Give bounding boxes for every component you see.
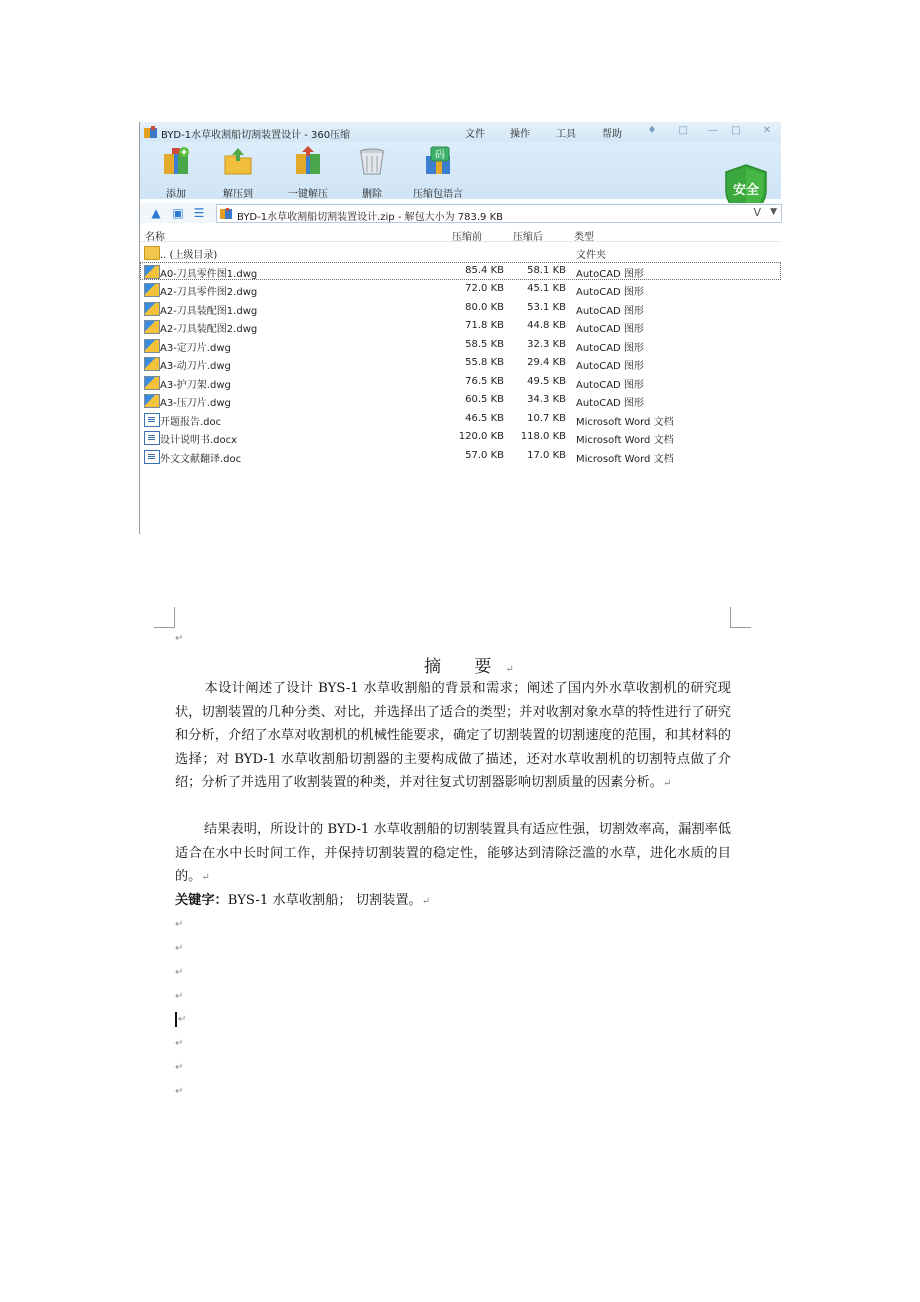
paragraph-mark: ↵ bbox=[201, 872, 210, 884]
file-size-after: 10.7 KB bbox=[527, 412, 566, 424]
word-document-icon bbox=[144, 450, 160, 464]
file-size-after: 34.3 KB bbox=[527, 394, 566, 405]
file-name: 外文文献翻译.doc bbox=[160, 453, 242, 465]
file-row[interactable] bbox=[140, 410, 781, 429]
file-type: 文件夹 bbox=[576, 250, 606, 261]
abstract-paragraph-1 bbox=[175, 677, 731, 796]
address-v-glyph: V bbox=[753, 206, 761, 219]
file-name: A3-动刀片.dwg bbox=[160, 361, 231, 372]
delete-label: 删除 bbox=[362, 189, 382, 200]
address-bar bbox=[140, 203, 781, 223]
autocad-file-icon bbox=[144, 394, 160, 408]
extract-to-label: 解压到 bbox=[223, 189, 253, 200]
autocad-file-icon bbox=[144, 376, 160, 390]
file-row[interactable] bbox=[140, 354, 781, 373]
paragraph-mark: ↵ bbox=[175, 633, 184, 644]
file-row[interactable] bbox=[140, 336, 781, 355]
empty-paragraph-mark: ↵ bbox=[178, 1014, 187, 1025]
file-type: AutoCAD 图形 bbox=[576, 324, 644, 335]
archive-language-label: 压缩包语言 bbox=[413, 189, 463, 200]
archive-language-button[interactable] bbox=[410, 146, 466, 198]
file-name: A2-刀具装配图2.dwg bbox=[160, 324, 258, 335]
extract-to-button[interactable] bbox=[210, 146, 266, 198]
extract-to-icon bbox=[222, 146, 254, 176]
skin-icon[interactable]: ♦ bbox=[647, 125, 657, 136]
keywords-value: BYS-1 水草收割船； 切割装置。 bbox=[227, 893, 422, 908]
file-size-before: 85.4 KB bbox=[465, 264, 504, 276]
text-cursor bbox=[175, 1012, 177, 1027]
file-size-after: 45.1 KB bbox=[527, 283, 566, 294]
window-title: BYD-1水草收割船切割装置设计 - 360压缩 bbox=[161, 130, 351, 141]
paragraph-mark: ↵ bbox=[421, 896, 431, 907]
file-row[interactable] bbox=[140, 243, 781, 262]
file-row[interactable] bbox=[140, 447, 781, 466]
autocad-file-icon bbox=[144, 283, 160, 297]
file-size-before: 72.0 KB bbox=[465, 283, 504, 294]
autocad-file-icon bbox=[144, 265, 160, 279]
file-type: AutoCAD 图形 bbox=[576, 361, 644, 372]
file-type: AutoCAD 图形 bbox=[576, 398, 644, 409]
add-label: 添加 bbox=[166, 189, 186, 200]
abstract-title-text: 摘 要 bbox=[424, 657, 506, 677]
file-size-before: 55.8 KB bbox=[465, 357, 504, 368]
file-size-before: 120.0 KB bbox=[458, 431, 504, 442]
file-name: A2-刀具零件图2.dwg bbox=[160, 287, 258, 298]
file-size-before: 80.0 KB bbox=[465, 301, 504, 313]
column-type[interactable]: 类型 bbox=[574, 232, 594, 243]
menu-file[interactable]: 文件 bbox=[465, 129, 485, 140]
delete-bin-icon bbox=[356, 146, 388, 176]
file-size-after: 58.1 KB bbox=[527, 264, 566, 276]
column-after[interactable]: 压缩后 bbox=[513, 232, 543, 243]
abstract-paragraph-2-text: 结果表明，所设计的 BYD-1 水草收割船的切割装置具有适应性强，切割效率高，漏割率低适合在水中长时间工作，并保持切割装置的稳定性，能够达到清除泛滥的水草，进化水质的目的。 bbox=[175, 822, 731, 885]
column-header bbox=[140, 225, 781, 242]
word-document-icon bbox=[144, 413, 160, 427]
word-document-icon bbox=[144, 431, 160, 445]
zip-file-icon bbox=[220, 208, 232, 219]
empty-paragraph-mark: ↵ bbox=[175, 1062, 184, 1073]
one-click-extract-label: 一键解压 bbox=[288, 189, 328, 200]
archiver-window bbox=[139, 122, 781, 534]
file-row[interactable] bbox=[140, 280, 781, 299]
file-row[interactable] bbox=[140, 373, 781, 392]
feedback-icon[interactable]: □ bbox=[678, 125, 688, 136]
file-type: Microsoft Word 文档 bbox=[576, 435, 674, 446]
abstract-paragraph-1-text: 本设计阐述了设计 BYS-1 水草收割船的背景和需求；阐述了国内外水草收割机的研究现状，切割装置的几种分类、对比，并选择出了适合的类型；并对收割对象水草的特性进行了研究和分析，介绍了水草对收割机的机械性能要求，确定了切割装置的切割速度的范围，和其材料的选择；对 BYD-1 水草收割船切割器的主要构成做了描述，还对水草收割机的切割特点做了介绍；分析了并选用了收割装置的种类，并对往复式切割器影响切割质量的因素分析。 bbox=[175, 681, 731, 791]
file-type: AutoCAD 图形 bbox=[576, 342, 644, 354]
abstract-title bbox=[424, 652, 514, 677]
file-size-after: 17.0 KB bbox=[527, 449, 566, 461]
file-row[interactable] bbox=[140, 317, 781, 336]
file-size-after: 44.8 KB bbox=[527, 320, 566, 331]
file-type: AutoCAD 图形 bbox=[576, 287, 644, 298]
maximize-icon[interactable]: □ bbox=[731, 125, 741, 136]
file-size-after: 29.4 KB bbox=[527, 357, 566, 368]
file-size-before: 58.5 KB bbox=[465, 338, 504, 350]
autocad-file-icon bbox=[144, 357, 160, 371]
autocad-file-icon bbox=[144, 339, 160, 353]
empty-paragraph-mark: ↵ bbox=[175, 1038, 184, 1049]
autocad-file-icon bbox=[144, 302, 160, 316]
file-name: A0-刀具零件图1.dwg bbox=[160, 268, 258, 280]
file-type: AutoCAD 图形 bbox=[576, 268, 644, 280]
menu-operate[interactable]: 操作 bbox=[510, 129, 530, 140]
file-size-before: 46.5 KB bbox=[465, 412, 504, 424]
file-name: 设计说明书.docx bbox=[160, 435, 238, 446]
security-label: 安全 bbox=[732, 183, 759, 198]
one-click-extract-icon bbox=[292, 146, 324, 176]
column-before[interactable]: 压缩前 bbox=[452, 232, 482, 243]
file-size-before: 60.5 KB bbox=[465, 394, 504, 405]
close-icon[interactable]: ✕ bbox=[762, 125, 772, 136]
address-path: BYD-1水草收割船切割装置设计.zip - 解包大小为 783.9 KB bbox=[237, 212, 504, 223]
file-row[interactable] bbox=[140, 428, 781, 447]
archive-language-icon bbox=[422, 146, 454, 176]
keywords-line bbox=[175, 889, 731, 914]
keywords-label: 关键字： bbox=[175, 893, 228, 908]
file-name: A3-压刀片.dwg bbox=[160, 398, 231, 409]
archive-app-icon bbox=[144, 126, 157, 138]
file-size-after: 53.1 KB bbox=[527, 301, 566, 313]
crop-mark-top-right bbox=[730, 607, 751, 628]
file-name: 开题报告.doc bbox=[160, 416, 222, 428]
empty-paragraph-mark: ↵ bbox=[175, 991, 184, 1002]
menu-tools[interactable]: 工具 bbox=[556, 129, 576, 140]
abstract-paragraph-2 bbox=[175, 818, 731, 890]
file-type: AutoCAD 图形 bbox=[576, 379, 644, 391]
add-archive-icon bbox=[160, 146, 192, 176]
crop-mark-top-left bbox=[154, 607, 175, 628]
address-field[interactable] bbox=[216, 204, 782, 223]
file-size-before: 76.5 KB bbox=[465, 375, 504, 387]
up-arrow-icon[interactable]: ▲ bbox=[151, 206, 161, 220]
file-type: Microsoft Word 文档 bbox=[576, 416, 674, 428]
thumbnail-view-icon[interactable]: ▣ bbox=[172, 206, 184, 220]
column-name[interactable]: 名称 bbox=[145, 232, 165, 243]
paragraph-mark: ↵ bbox=[505, 664, 514, 675]
file-size-after: 118.0 KB bbox=[520, 431, 566, 442]
toolbar bbox=[140, 142, 781, 199]
file-row[interactable] bbox=[140, 299, 781, 318]
one-click-extract-button[interactable] bbox=[280, 146, 336, 198]
paragraph-mark: ↵ bbox=[662, 778, 672, 790]
file-type: Microsoft Word 文档 bbox=[576, 453, 674, 465]
folder-icon bbox=[144, 246, 160, 260]
empty-paragraph-mark: ↵ bbox=[175, 943, 184, 954]
file-name: A2-刀具装配图1.dwg bbox=[160, 305, 258, 317]
file-type: AutoCAD 图形 bbox=[576, 305, 644, 317]
file-row[interactable] bbox=[140, 391, 781, 410]
file-size-after: 32.3 KB bbox=[527, 338, 566, 350]
add-button[interactable] bbox=[148, 146, 204, 198]
file-list bbox=[140, 243, 781, 465]
file-name: .. (上级目录) bbox=[160, 250, 218, 261]
title-bar bbox=[140, 122, 781, 142]
minimize-icon[interactable]: — bbox=[708, 125, 718, 136]
svg-text:码: 码 bbox=[435, 150, 445, 161]
file-name: A3-定刀片.dwg bbox=[160, 342, 231, 354]
file-size-after: 49.5 KB bbox=[527, 375, 566, 387]
autocad-file-icon bbox=[144, 320, 160, 334]
menu-help[interactable]: 帮助 bbox=[602, 129, 622, 140]
empty-paragraph-mark: ↵ bbox=[175, 967, 184, 978]
list-view-icon[interactable]: ☰ bbox=[193, 206, 205, 220]
file-size-before: 57.0 KB bbox=[465, 449, 504, 461]
file-name: A3-护刀架.dwg bbox=[160, 379, 231, 391]
chevron-down-icon[interactable]: ▼ bbox=[770, 207, 777, 217]
file-row[interactable] bbox=[140, 262, 781, 281]
delete-button[interactable] bbox=[344, 146, 400, 198]
empty-paragraph-mark: ↵ bbox=[175, 1086, 184, 1097]
file-size-before: 71.8 KB bbox=[465, 320, 504, 331]
empty-paragraph-mark: ↵ bbox=[175, 919, 184, 930]
